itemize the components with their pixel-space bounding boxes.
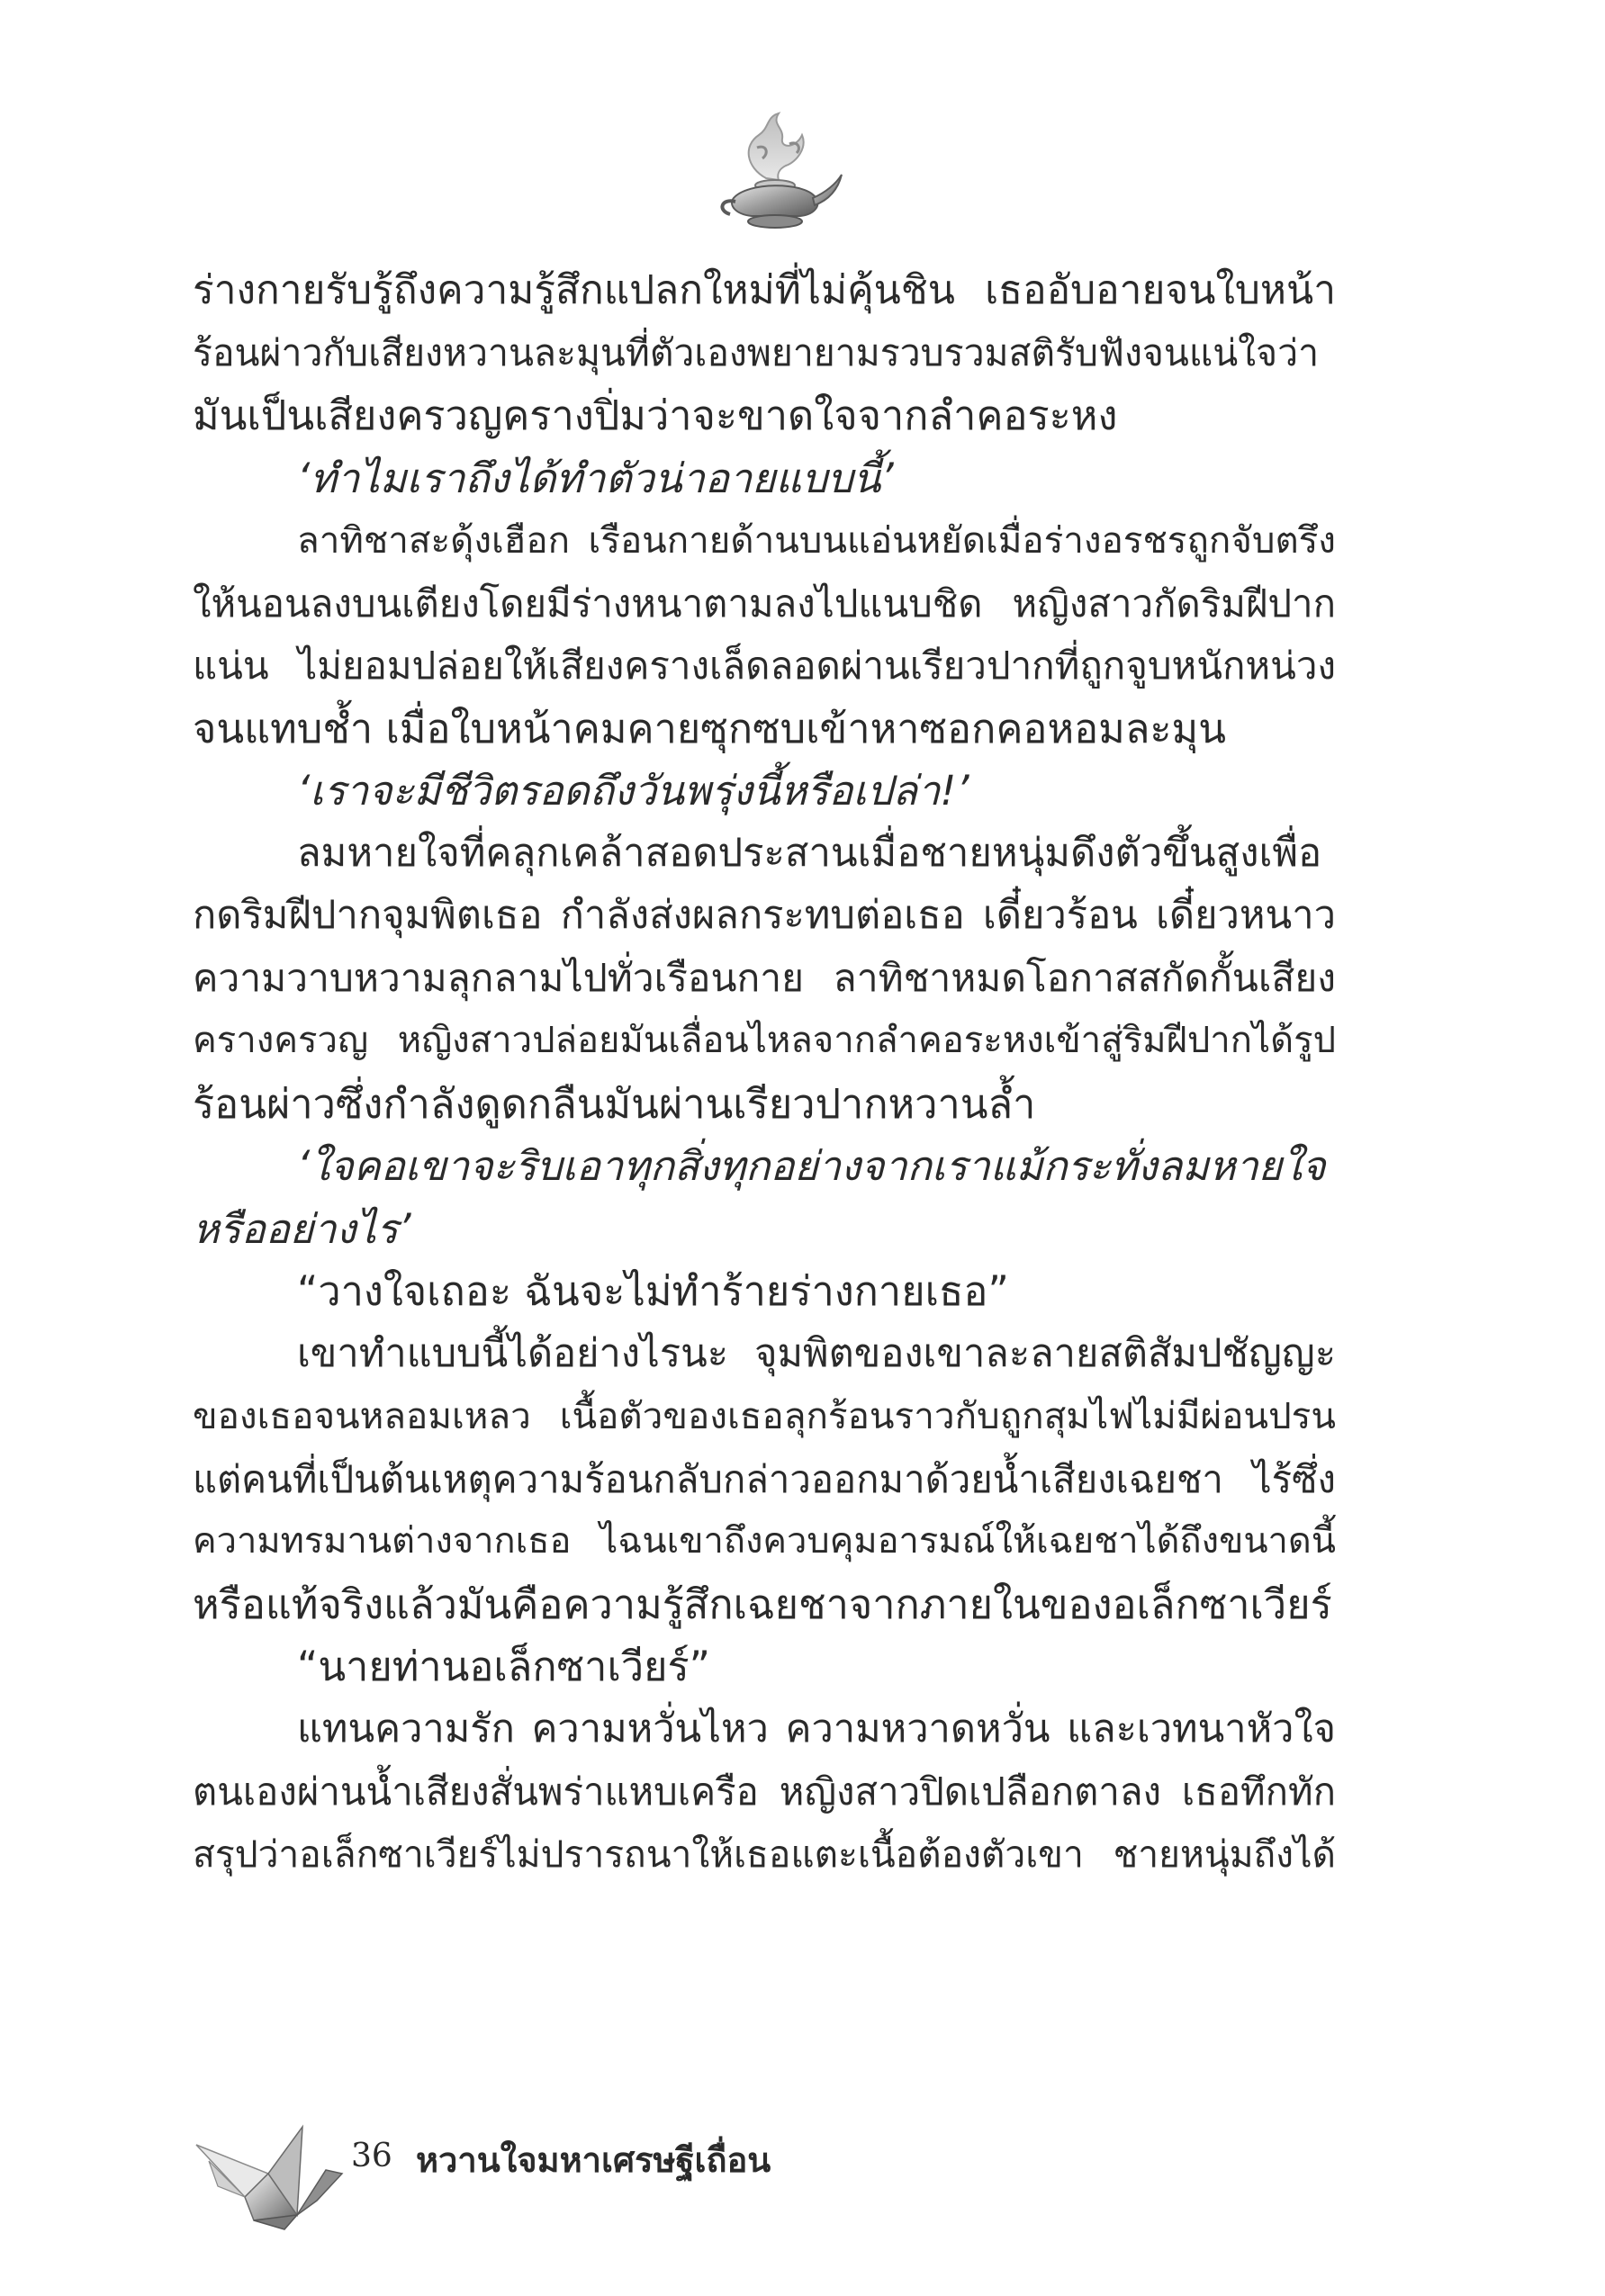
text-line: มันเป็นเสียงครวญครางปิ่มว่าจะขาดใจจากลำคอระหง <box>193 392 1118 439</box>
text-line: ร้อนผ่าวกับเสียงหวานละมุนที่ตัวเองพยายามรวบรวมสติรับฟังจนแน่ใจว่า <box>193 330 1320 374</box>
text-line: ‘ทำไมเราถึงได้ทำตัวน่าอายแบบนี้’ <box>297 454 894 502</box>
text-line: ร่างกายรับรู้ถึงความรู้สึกแปลกใหม่ที่ไม่คุ้นชิน เธออับอายจนใบหน้า <box>193 267 1336 313</box>
text-line: ลาทิชาสะดุ้งเฮือก เรือนกายด้านบนแอ่นหยัดเมื่อร่างอรชรถูกจับตรึง <box>297 519 1336 562</box>
text-line: ลมหายใจที่คลุกเคล้าสอดประสานเมื่อชายหนุ่มดึงตัวขึ้นสูงเพื่อ <box>297 830 1322 876</box>
text-line: ครางครวญ หญิงสาวปล่อยมันเลื่อนไหลจากลำคอระหงเข้าสู่ริมฝีปากได้รูป <box>193 1020 1336 1061</box>
genie-lamp-icon <box>703 108 847 234</box>
text-line: กดริมฝีปากจุมพิตเธอ กำลังส่งผลกระทบต่อเธอ เดี๋ยวร้อน เดี๋ยวหนาว <box>193 893 1336 938</box>
page-footer <box>191 2111 821 2237</box>
text-line: จนแทบช้ำ เมื่อใบหน้าคมคายซุกซบเข้าหาซอกคอหอมละมุน <box>193 704 1226 752</box>
paper-crane-icon <box>191 2111 353 2237</box>
text-line: แต่คนที่เป็นต้นเหตุความร้อนกลับกล่าวออกมาด้วยน้ำเสียงเฉยชา ไร้ซึ่ง <box>193 1456 1336 1501</box>
text-line: ‘ใจคอเขาจะริบเอาทุกสิ่งทุกอย่างจากเราแม้กระทั่งลมหายใจ <box>297 1142 1326 1190</box>
text-line: สรุปว่าอเล็กซาเวียร์ไม่ปรารถนาให้เธอแตะเนื้อต้องตัวเขา ชายหนุ่มถึงได้ <box>193 1832 1336 1876</box>
text-line: เขาทำแบบนี้ได้อย่างไรนะ จุมพิตของเขาละลายสติสัมปชัญญะ <box>297 1330 1336 1376</box>
text-line: ความทรมานต่างจากเธอ ไฉนเขาถึงควบคุมอารมณ์ให้เฉยชาได้ถึงขนาดนี้ <box>193 1520 1336 1562</box>
body-text <box>193 259 1336 1886</box>
text-line: ให้นอนลงบนเตียงโดยมีร่างหนาตามลงไปแนบชิด หญิงสาวกัดริมฝีปาก <box>193 581 1336 626</box>
page-number: 36 <box>351 2138 392 2174</box>
text-line: หรือแท้จริงแล้วมันคือความรู้สึกเฉยชาจากภายในของอเล็กซาเวียร์ <box>193 1580 1332 1628</box>
text-line: ‘เราจะมีชีวิตรอดถึงวันพรุ่งนี้หรือเปล่า!’ <box>297 767 969 815</box>
text-line: ร้อนผ่าวซึ่งกำลังดูดกลืนมันผ่านเรียวปากหวานล้ำ <box>193 1079 1036 1128</box>
text-line: หรืออย่างไร’ <box>193 1204 411 1253</box>
text-line: “วางใจเถอะ ฉันจะไม่ทำร้ายร่างกายเธอ” <box>297 1267 1009 1315</box>
text-line: แทนความรัก ความหวั่นไหว ความหวาดหวั่น และเวทนาหัวใจ <box>297 1706 1336 1751</box>
book-title: หวานใจมหาเศรษฐีเถื่อน <box>416 2140 771 2180</box>
text-line: “นายท่านอเล็กซาเวียร์” <box>297 1643 710 1690</box>
text-line: แน่น ไม่ยอมปล่อยให้เสียงครางเล็ดลอดผ่านเรียวปากที่ถูกจูบหนักหน่วง <box>193 644 1336 688</box>
text-line: ตนเองผ่านน้ำเสียงสั่นพร่าแหบเครือ หญิงสาวปิดเปลือกตาลง เธอทึกทัก <box>193 1769 1336 1814</box>
text-line: ของเธอจนหลอมเหลว เนื้อตัวของเธอลุกร้อนราวกับถูกสุมไฟไม่มีผ่อนปรน <box>193 1394 1336 1437</box>
text-line: ความวาบหวามลุกลามไปทั่วเรือนกาย ลาทิชาหมดโอกาสสกัดกั้นเสียง <box>193 956 1336 1001</box>
